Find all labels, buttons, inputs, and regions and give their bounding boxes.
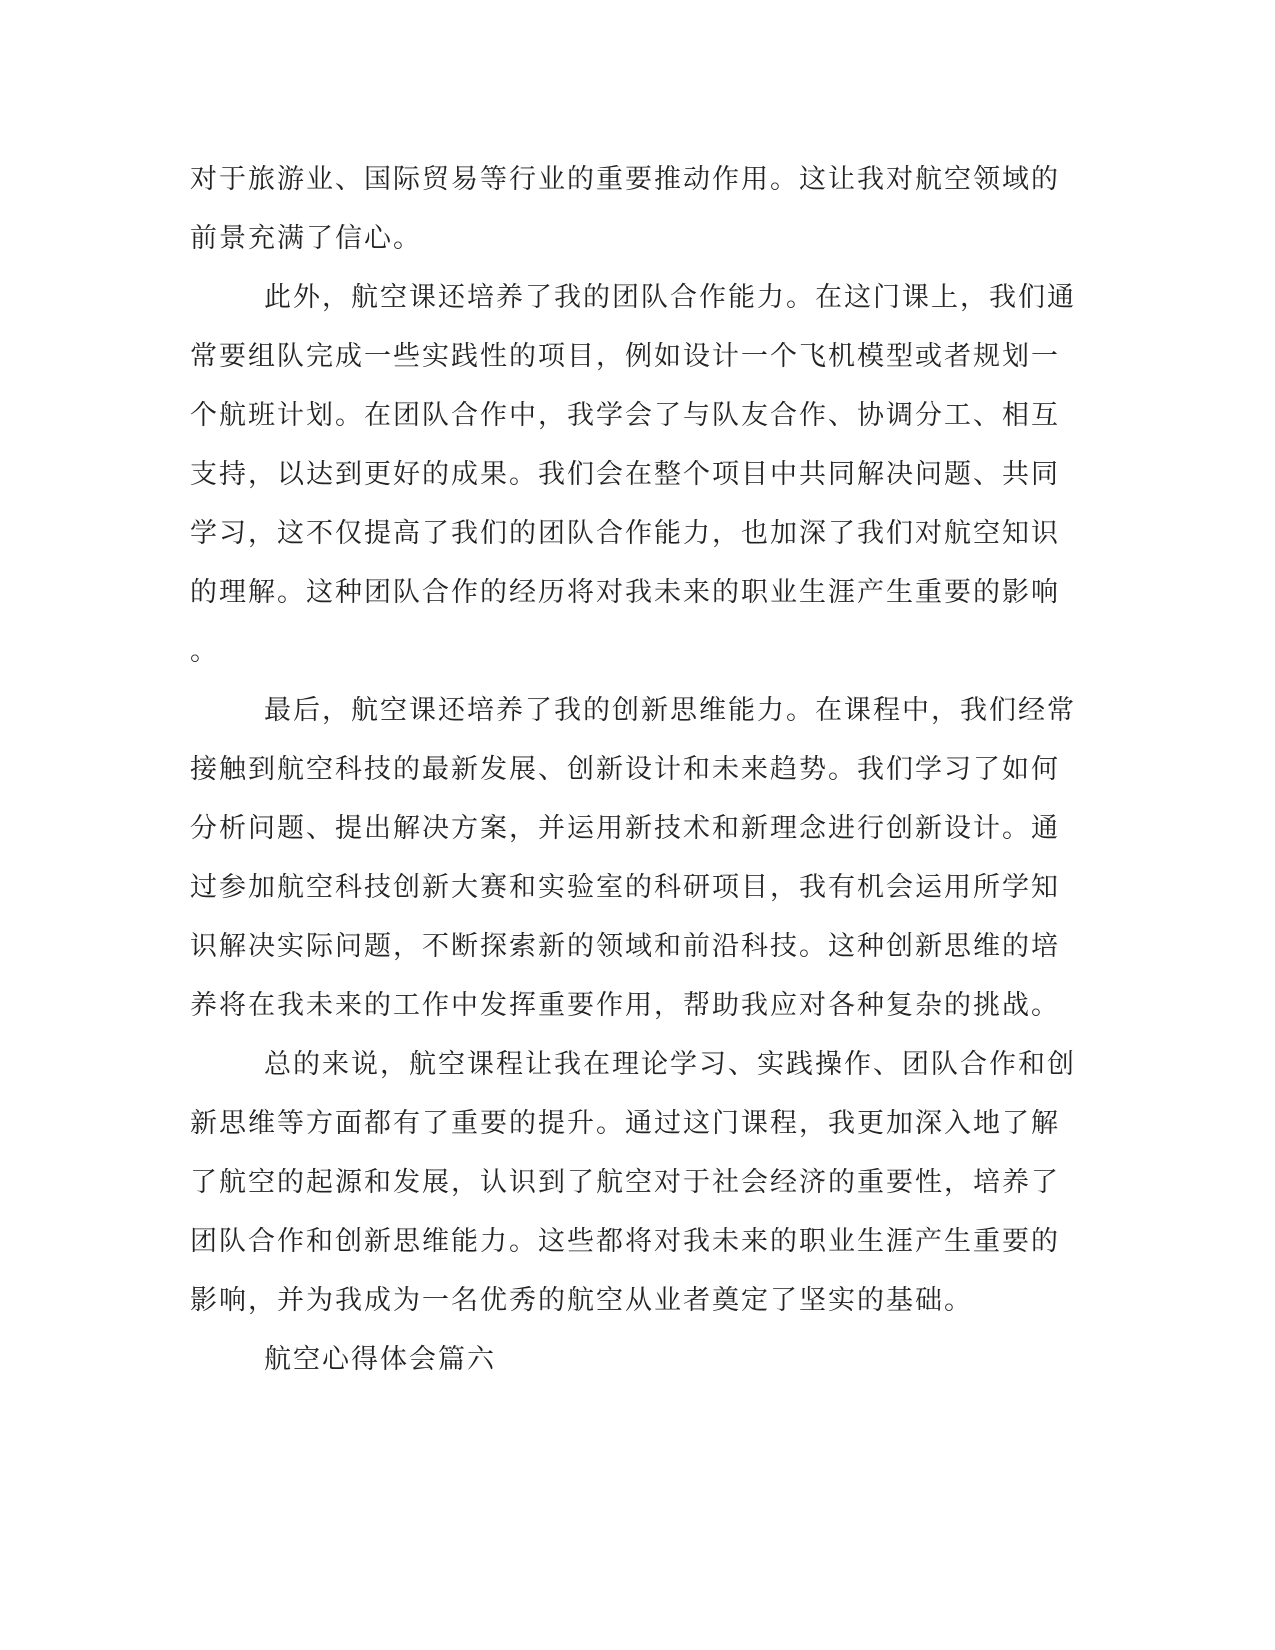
text-line: 接触到航空科技的最新发展、创新设计和未来趋势。我们学习了如何	[190, 754, 1060, 785]
text-line: 。	[190, 636, 219, 667]
text-line: 的理解。这种团队合作的经历将对我未来的职业生涯产生重要的影响	[190, 577, 1060, 608]
text-line: 新思维等方面都有了重要的提升。通过这门课程，我更加深入地了解	[190, 1108, 1060, 1139]
text-line: 学习，这不仅提高了我们的团队合作能力，也加深了我们对航空知识	[190, 518, 1060, 549]
paragraph-start-line: 此外，航空课还培养了我的团队合作能力。在这门课上，我们通	[264, 282, 1076, 313]
text-line: 团队合作和创新思维能力。这些都将对我未来的职业生涯产生重要的	[190, 1226, 1060, 1257]
text-line: 了航空的起源和发展，认识到了航空对于社会经济的重要性，培养了	[190, 1167, 1060, 1198]
text-line: 识解决实际问题，不断探索新的领域和前沿科技。这种创新思维的培	[190, 931, 1060, 962]
text-line: 过参加航空科技创新大赛和实验室的科研项目，我有机会运用所学知	[190, 872, 1060, 903]
text-line: 前景充满了信心。	[190, 223, 422, 254]
paragraph-start-line: 最后，航空课还培养了我的创新思维能力。在课程中，我们经常	[264, 695, 1076, 726]
text-line: 影响，并为我成为一名优秀的航空从业者奠定了坚实的基础。	[190, 1285, 973, 1316]
text-line: 支持，以达到更好的成果。我们会在整个项目中共同解决问题、共同	[190, 459, 1060, 490]
text-line: 养将在我未来的工作中发挥重要作用，帮助我应对各种复杂的挑战。	[190, 990, 1060, 1021]
text-line: 常要组队完成一些实践性的项目，例如设计一个飞机模型或者规划一	[190, 341, 1060, 372]
text-line: 对于旅游业、国际贸易等行业的重要推动作用。这让我对航空领域的	[190, 164, 1060, 195]
text-line: 分析问题、提出解决方案，并运用新技术和新理念进行创新设计。通	[190, 813, 1060, 844]
section-heading: 航空心得体会篇六	[264, 1344, 496, 1375]
text-line: 个航班计划。在团队合作中，我学会了与队友合作、协调分工、相互	[190, 400, 1060, 431]
paragraph-start-line: 总的来说，航空课程让我在理论学习、实践操作、团队合作和创	[264, 1049, 1076, 1080]
